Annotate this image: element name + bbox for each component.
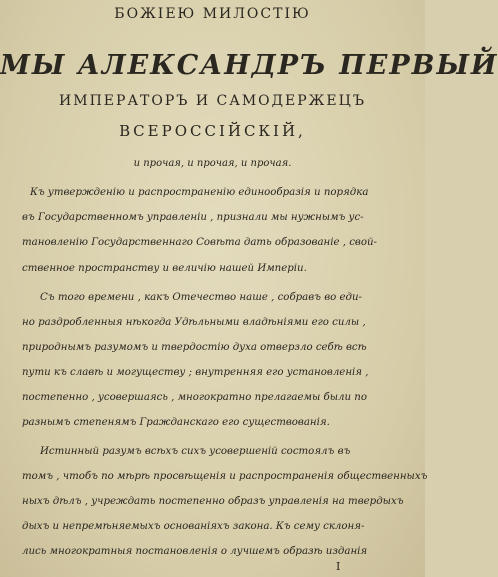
body-line: пути къ славѣ и могуществу ; внутренняя его установленія , — [22, 367, 369, 378]
header-and-so-forth: и прочая, и прочая, и прочая. — [133, 158, 292, 169]
body-line: дыхъ и непремѣняемыхъ основаніяхъ закона. Къ сему склоня- — [22, 521, 365, 532]
header-emperor-name: МЫ АЛЕКСАНДРЪ ПЕРВЫЙ — [0, 50, 498, 81]
body-line: ственное пространству и величію нашей Имперіи. — [22, 263, 307, 274]
body-line: въ Государственномъ управленіи , признали мы нужнымъ ус- — [22, 212, 364, 223]
body-line: Съ того времени , какъ Отечество наше , собравъ во еди- — [40, 292, 363, 303]
header-title-emperor-autocrat: ИМПЕРАТОРЪ И САМОДЕРЖЕЦЪ — [59, 93, 366, 109]
body-line: Къ утвержденію и распространенію единообразія и порядка — [30, 187, 369, 198]
body-line: тановленію Государственнаго Совѣта дать образованіе , свой- — [22, 237, 378, 248]
body-line: постепенно , усовершаясь , многократно прелагаемы были по — [22, 392, 368, 403]
body-line: но раздробленныя нѣкогда Удѣльными владѣніями его силы , — [22, 317, 366, 328]
body-line: лись многократныя постановленія о лучшемъ образѣ изданія — [22, 546, 368, 557]
header-all-russian: ВСЕРОССІЙСКІЙ, — [119, 122, 306, 140]
body-line: томъ , чтобъ по мѣрѣ просвѣщенія и распространенія общественныхъ — [22, 471, 428, 482]
header-by-grace-of-god: БОЖІЕЮ МИЛОСТІЮ — [114, 6, 311, 22]
body-line: ныхъ дѣлъ , учреждать постепенно образъ управленія на твердыхъ — [22, 496, 404, 507]
page-number: I — [336, 560, 341, 573]
body-line: природнымъ разумомъ и твердостію духа отверзло себѣ всѣ — [22, 342, 367, 353]
body-line: Истинный разумъ всѣхъ сихъ усовершеній состоялъ въ — [40, 446, 351, 457]
body-line: разнымъ степенямъ Гражданскаго его существованія. — [22, 417, 330, 428]
